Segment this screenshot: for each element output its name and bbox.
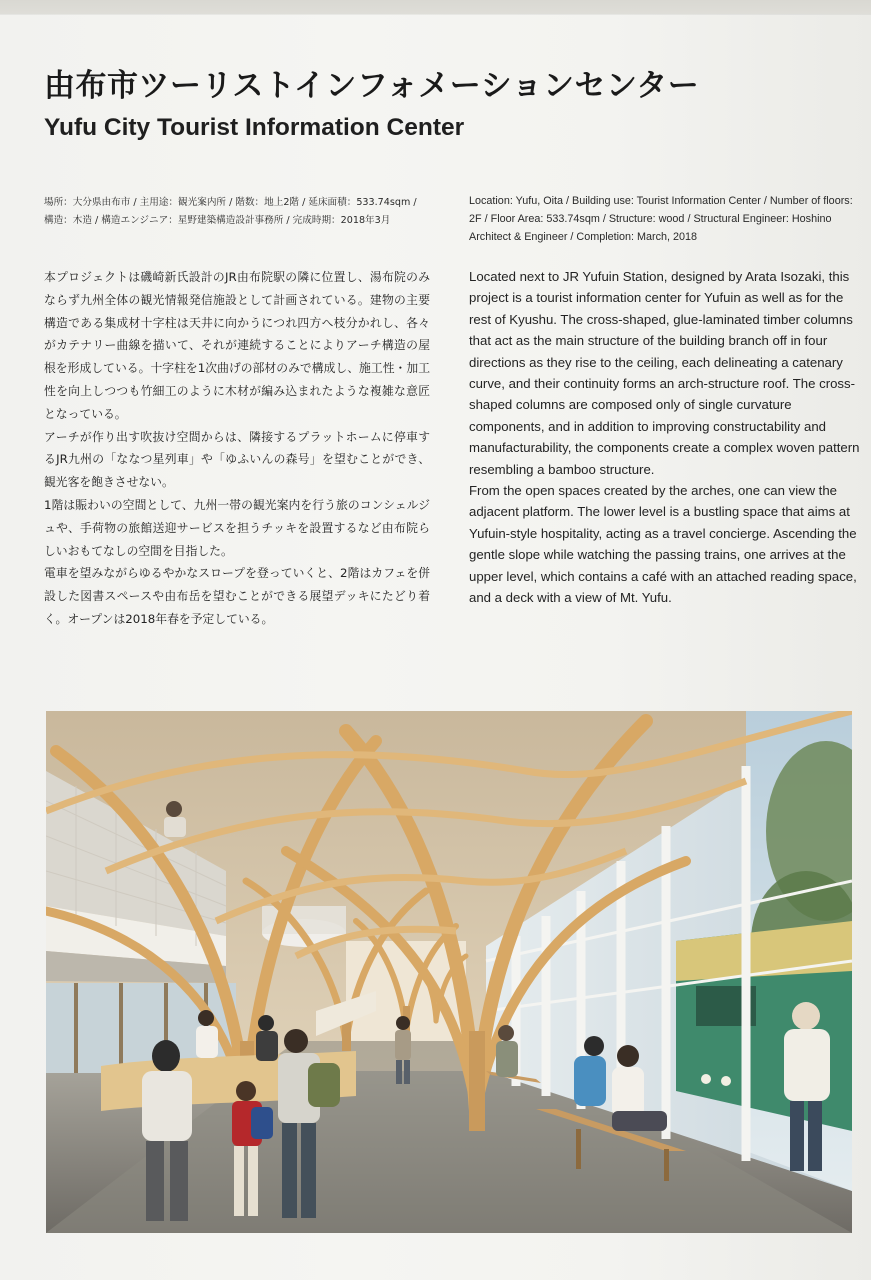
project-data-english: Location: Yufu, Oita / Building use: Tourist Information Center / Number of floors: 2F / Floor Area: 533.74sqm / Structure: wood / Structural Engineer: Hoshino Architect & Engineer / Completion: March, 2018 <box>469 195 853 243</box>
title-japanese: 由布市ツーリストインフォメーションセンター <box>44 68 700 104</box>
paragraph-en-2: From the open spaces created by the arches, one can view the adjacent platform. The lower level is a bustling space that aims at Yufuin-style hospitality, acting as a travel concierge. Ascending the gentle slope while watching the passing trains, one arrives at the upper level, which contains a café with an attached reading space, and a deck with a view of Mt. Yufu. <box>469 483 857 606</box>
title-english: Yufu City Tourist Information Center <box>44 114 465 141</box>
description-english <box>469 266 861 609</box>
paragraph-en-1: Located next to JR Yufuin Station, designed by Arata Isozaki, this project is a tourist information center for Yufuin as well as for the rest of Kyushu. The cross-shaped, glue-laminated timber columns that act as the main structure of the building branch off in four directions as they rise to the ceiling, each delineating a catenary curve, and their continuity forms an arch-structure roof. The cross-shaped columns are composed only of single curvature components, and in addition to improving constructability and manufacturability, the components create a complex woven pattern resembling a bamboo structure. <box>469 269 860 477</box>
paragraph-jp-4: 電車を望みながらゆるやかなスロープを登っていくと、2階はカフェを併設した図書スペースや由布岳を望むことができる展望デッキにたどり着く。オープンは2018年春を予定している。 <box>44 566 430 626</box>
paragraph-jp-3: 1階は賑わいの空間として、九州一帯の観光案内を行う旅のコンシェルジュや、手荷物の旅館送迎サービスを担うチッキを設置するなど由布院らしいおもてなしの空間を目指した。 <box>44 497 430 558</box>
description-japanese <box>44 266 430 631</box>
interior-rendering-image <box>46 711 852 1233</box>
project-data-japanese: 場所：大分県由布市 / 主用途：観光案内所 / 階数：地上2階 / 延床面積：533.74sqm / 構造：木造 / 構造エンジニア：星野建築構造設計事務所 / 完成時期：2018年3月 <box>44 197 417 226</box>
paragraph-jp-1: 本プロジェクトは磯崎新氏設計のJR由布院駅の隣に位置し、湯布院のみならず九州全体の観光情報発信施設として計画されている。建物の主要構造である集成材十字柱は天井に向かうにつれ四方へ枝分かれし、各々がカテナリー曲線を描いて、それが連続することによりアーチ構造の屋根を形成している。十字柱を1次曲げの部材のみで構成し、施工性・加工性を向上しつつも竹細工のように木材が編み込まれたような複雑な意匠となっている。 <box>44 270 430 421</box>
paragraph-jp-2: アーチが作り出す吹抜け空間からは、隣接するプラットホームに停車するJR九州の「ななつ星列車」や「ゆふいんの森号」を望むことができ、観光客を飽きさせない。 <box>44 429 430 490</box>
